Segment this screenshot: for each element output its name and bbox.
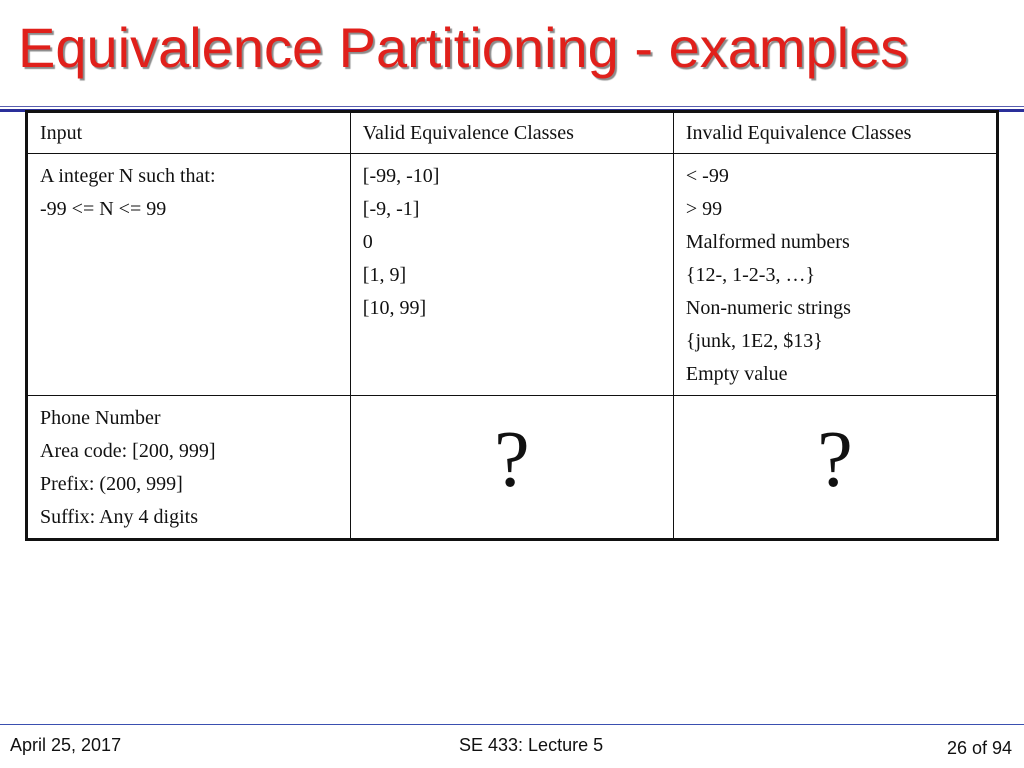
cell-line: [-99, -10] [362, 165, 440, 187]
cell-line: < -99 [685, 165, 729, 187]
cell-line: [-9, -1] [362, 198, 420, 220]
header-input: Input [27, 112, 351, 154]
cell-line: Prefix: (200, 999] [40, 473, 183, 495]
cell-line: Area code: [200, 999] [40, 440, 216, 462]
invalid-classes-cell [673, 396, 997, 540]
cell-line: [10, 99] [362, 297, 427, 319]
header-invalid-classes: Invalid Equivalence Classes [673, 112, 997, 154]
valid-classes-cell [350, 396, 673, 540]
slide-title: Equivalence Partitioning - examples [18, 16, 909, 79]
cell-line: A integer N such that: [40, 165, 216, 187]
cell-line: > 99 [685, 198, 723, 220]
cell-line: Suffix: Any 4 digits [40, 506, 198, 528]
cell-line: Non-numeric strings [685, 297, 851, 319]
cell-line: Malformed numbers [685, 231, 850, 253]
header-valid-classes: Valid Equivalence Classes [350, 112, 673, 154]
invalid-classes-cell [673, 154, 997, 396]
page-number: 26 of 94 [946, 738, 1012, 758]
table-header-row [27, 112, 998, 154]
valid-classes-cell [350, 154, 673, 396]
cell-line: Phone Number [40, 407, 161, 429]
input-cell [27, 154, 351, 396]
cell-line: {junk, 1E2, $13} [685, 330, 823, 352]
table-row [27, 154, 998, 396]
equivalence-table [25, 110, 999, 541]
table-row [27, 396, 998, 540]
cell-line: -99 <= N <= 99 [40, 198, 167, 220]
question-mark: ? [817, 416, 853, 504]
footer-divider [0, 724, 1024, 725]
question-mark: ? [494, 416, 530, 504]
cell-line: [1, 9] [362, 264, 407, 286]
cell-line: 0 [362, 231, 373, 253]
input-cell [27, 396, 351, 540]
footer-date: April 25, 2017 [10, 735, 122, 755]
footer-course: SE 433: Lecture 5 [459, 735, 604, 755]
cell-line: Empty value [685, 363, 788, 385]
cell-line: {12-, 1-2-3, …} [685, 264, 816, 286]
